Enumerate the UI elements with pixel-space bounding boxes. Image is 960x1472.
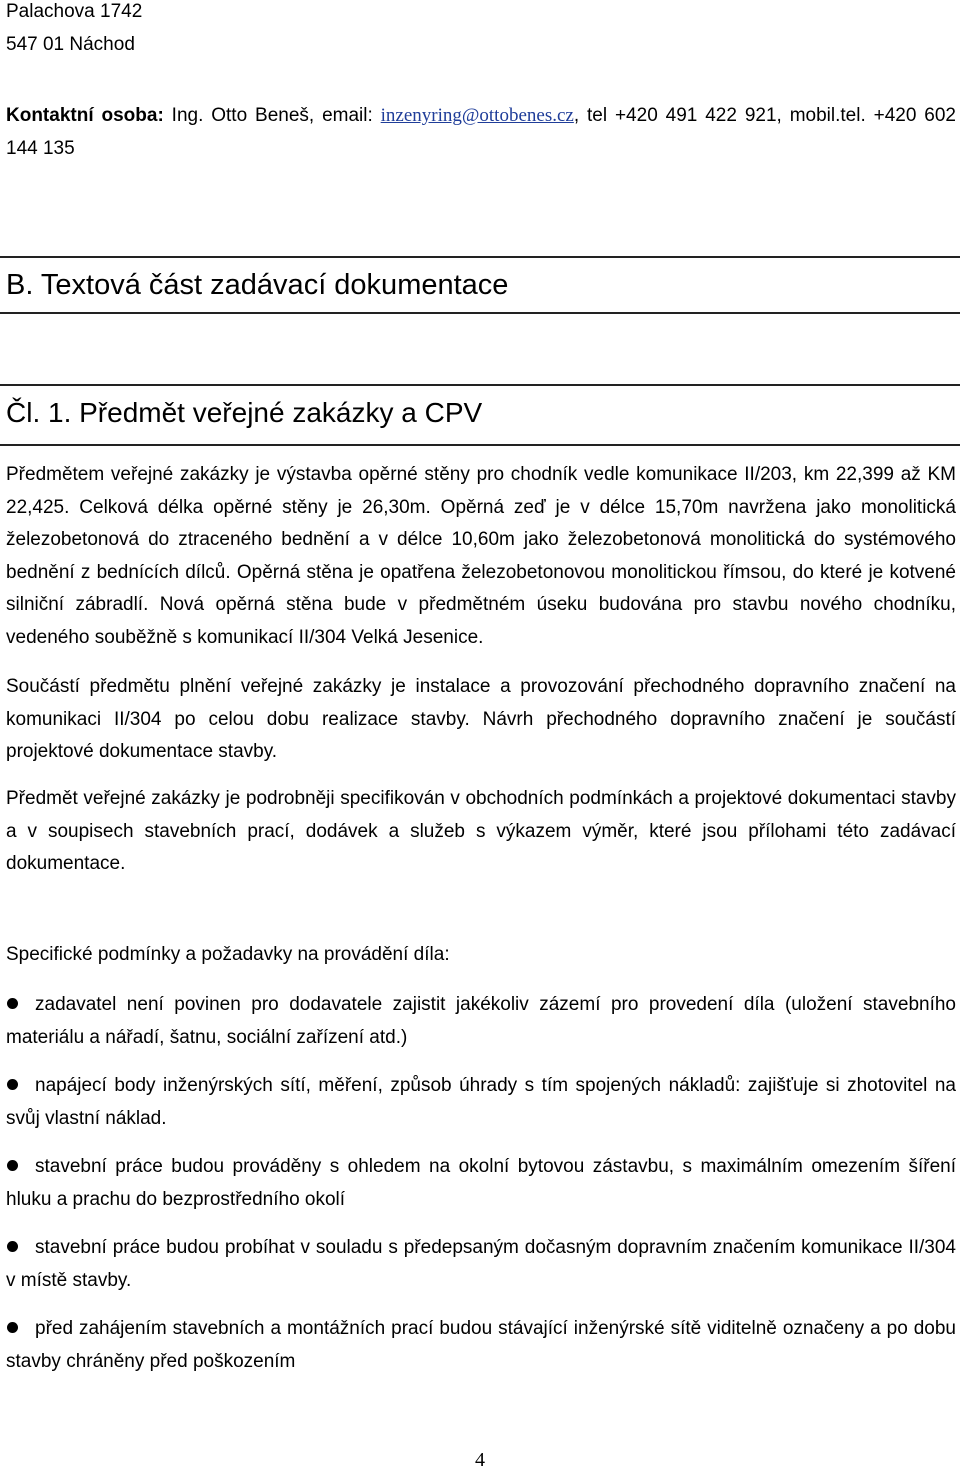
contact-person: Ing. Otto Beneš, email: — [163, 105, 381, 126]
conditions-title: Specifické podmínky a požadavky na provádění díla: — [6, 944, 450, 965]
paragraph-traffic-signage: Součástí předmětu plnění veřejné zakázky je instalace a provozování přechodného dopravního značení na komunikaci II/304 po celou dobu realizace stavby. Návrh přechodného dopravního značení je součástí projektové dokumentace stavby. — [6, 676, 956, 762]
page-number: 4 — [475, 1449, 485, 1471]
contact-email-link[interactable]: inzenyring@ottobenes.cz — [380, 105, 574, 126]
list-item-text: stavební práce budou prováděny s ohledem na okolní bytovou zástavbu, s maximálním omezením šíření hluku a prachu do bezprostředního okolí — [6, 1156, 956, 1210]
list-item — [6, 989, 956, 1054]
list-item-text: napájecí body inženýrských sítí, měření, způsob úhrady s tím spojených nákladů: zajišťuje si zhotovitel na svůj vlastní náklad. — [6, 1075, 956, 1129]
address-street: Palachova 1742 — [6, 1, 143, 22]
list-item — [6, 1313, 956, 1378]
paragraph-specification: Předmět veřejné zakázky je podrobněji specifikován v obchodních podmínkách a projektové dokumentaci stavby a v soupisech stavebních prací, dodávek a služeb s výkazem výměr, které jsou přílohami této zadávací dokumentace. — [6, 788, 956, 874]
address-city: 547 01 Náchod — [6, 34, 135, 55]
list-item-text: zadavatel není povinen pro dodavatele zajistit jakékoliv zázemí pro provedení díla (uložení stavebního materiálu a nářadí, šatnu, sociální zařízení atd.) — [6, 994, 956, 1048]
list-item-text: před zahájením stavebních a montážních prací budou stávající inženýrské sítě viditelně označeny a po dobu stavby chráněny před poškozením — [6, 1318, 956, 1372]
bullet-icon — [7, 1322, 18, 1333]
bullet-icon — [7, 1160, 18, 1171]
bullet-icon — [7, 1079, 18, 1090]
contact-phones: , tel +420 491 422 921, mobil.tel. +420 602 144 135 — [6, 105, 956, 159]
paragraph-subject: Předmětem veřejné zakázky je výstavba opěrné stěny pro chodník vedle komunikace II/203, km 22,399 až KM 22,425. Celková délka opěrné stěny je 26,30m. Opěrná zeď je v délce 15,70m navržena jako monolitická železobetonová do ztraceného bednění a v délce 10,60m jako železobetonová monolitická do systémového bednění z bednících dílců. Opěrná stěna je opatřena železobetonovou monolitickou římsou, do které je kotvené silniční zábradlí. Nová opěrná stěna bude v předmětném úseku budována pro stavbu nového chodníku, vedeného souběžně s komunikací II/304 Velká Jesenice. — [6, 464, 956, 648]
list-item — [6, 1070, 956, 1135]
article-heading: Čl. 1. Předmět veřejné zakázky a CPV — [6, 397, 483, 428]
section-heading-b: B. Textová část zadávací dokumentace — [6, 269, 509, 301]
contact-label: Kontaktní osoba: — [6, 105, 164, 126]
list-item — [6, 1151, 956, 1216]
list-item — [6, 1232, 956, 1297]
bullet-icon — [7, 1241, 18, 1252]
bullet-icon — [7, 998, 18, 1009]
list-item-text: stavební práce budou probíhat v souladu s předepsaným dočasným dopravním značením komunikace II/304 v místě stavby. — [6, 1237, 956, 1291]
